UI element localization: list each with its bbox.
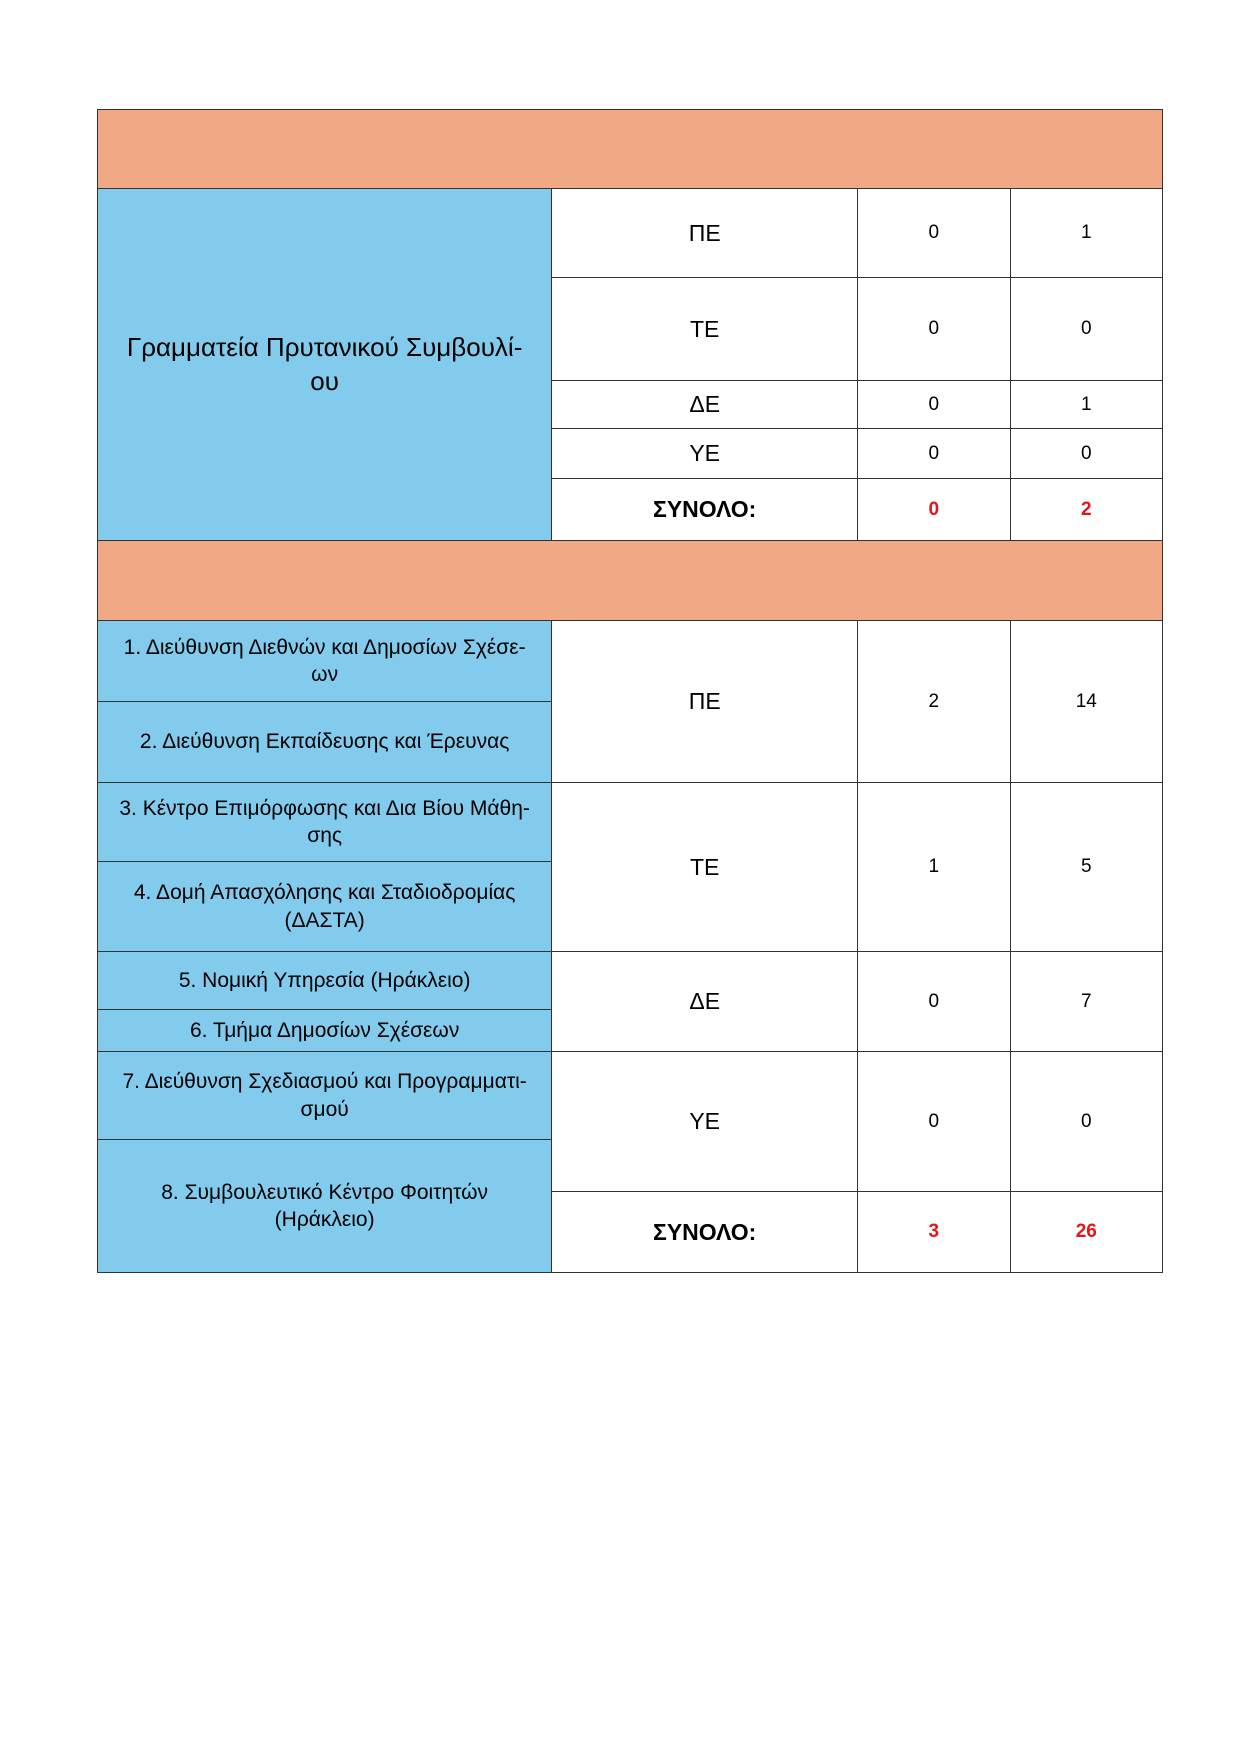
unit-name: Γραμματεία Πρυτανικού Συμβουλί- ου xyxy=(126,331,523,396)
category-cell: ΥΕ xyxy=(552,429,858,479)
value-cell: 0 xyxy=(858,429,1010,479)
unit-name: 8. Συμβουλευτικό Κέντρο Φοιτητών (Ηράκλειο) xyxy=(161,1180,489,1231)
unit-cell xyxy=(98,1140,552,1273)
value-cell: 0 xyxy=(858,952,1010,1052)
category-cell: ΔΕ xyxy=(552,381,858,429)
category-cell: ΤΕ xyxy=(552,278,858,381)
category-cell: ΥΕ xyxy=(552,1052,858,1192)
unit-name: 6. Τμήμα Δημοσίων Σχέσεων xyxy=(189,1018,460,1042)
value-cell: 2 xyxy=(858,621,1010,783)
value-cell: 0 xyxy=(1010,278,1162,381)
unit-cell xyxy=(98,189,552,541)
unit-name: 5. Νομική Υπηρεσία (Ηράκλειο) xyxy=(178,968,471,992)
unit-cell xyxy=(98,621,552,702)
total-value: 26 xyxy=(1010,1192,1162,1273)
value-cell: 1 xyxy=(1010,381,1162,429)
value-cell: 0 xyxy=(1010,1052,1162,1192)
unit-cell xyxy=(98,862,552,952)
unit-name: 1. Διεύθυνση Διεθνών και Δημοσίων Σχέσε- ων xyxy=(123,635,526,686)
unit-name: 4. Δομή Απασχόλησης και Σταδιοδρομίας (ΔΑΣΤΑ) xyxy=(133,881,516,932)
total-value: 3 xyxy=(858,1192,1010,1273)
value-cell: 1 xyxy=(858,783,1010,952)
value-cell: 0 xyxy=(858,1052,1010,1192)
value-cell: 0 xyxy=(858,189,1010,278)
total-value: 0 xyxy=(858,479,1010,541)
total-value: 2 xyxy=(1010,479,1162,541)
section-header-band xyxy=(98,541,1163,621)
category-cell: ΔΕ xyxy=(552,952,858,1052)
value-cell: 14 xyxy=(1010,621,1162,783)
value-cell: 7 xyxy=(1010,952,1162,1052)
total-label: ΣΥΝΟΛΟ: xyxy=(552,479,858,541)
unit-name: 3. Κέντρο Επιμόρφωσης και Δια Βίου Μάθη- σης xyxy=(119,796,530,847)
category-cell: ΠΕ xyxy=(552,189,858,278)
category-cell: ΠΕ xyxy=(552,621,858,783)
unit-name: 7. Διεύθυνση Σχεδιασμού και Προγραμματι- σμού xyxy=(122,1070,527,1121)
value-cell: 0 xyxy=(1010,429,1162,479)
section-header-band xyxy=(98,110,1163,189)
unit-cell xyxy=(98,1052,552,1140)
unit-cell xyxy=(98,952,552,1010)
value-cell: 0 xyxy=(858,381,1010,429)
staffing-table xyxy=(97,109,1163,1273)
unit-name: 2. Διεύθυνση Εκπαίδευσης και Έρευνας xyxy=(139,730,510,754)
unit-cell xyxy=(98,702,552,783)
value-cell: 5 xyxy=(1010,783,1162,952)
value-cell: 0 xyxy=(858,278,1010,381)
unit-cell xyxy=(98,783,552,862)
total-label: ΣΥΝΟΛΟ: xyxy=(552,1192,858,1273)
category-cell: ΤΕ xyxy=(552,783,858,952)
unit-cell xyxy=(98,1010,552,1052)
value-cell: 1 xyxy=(1010,189,1162,278)
